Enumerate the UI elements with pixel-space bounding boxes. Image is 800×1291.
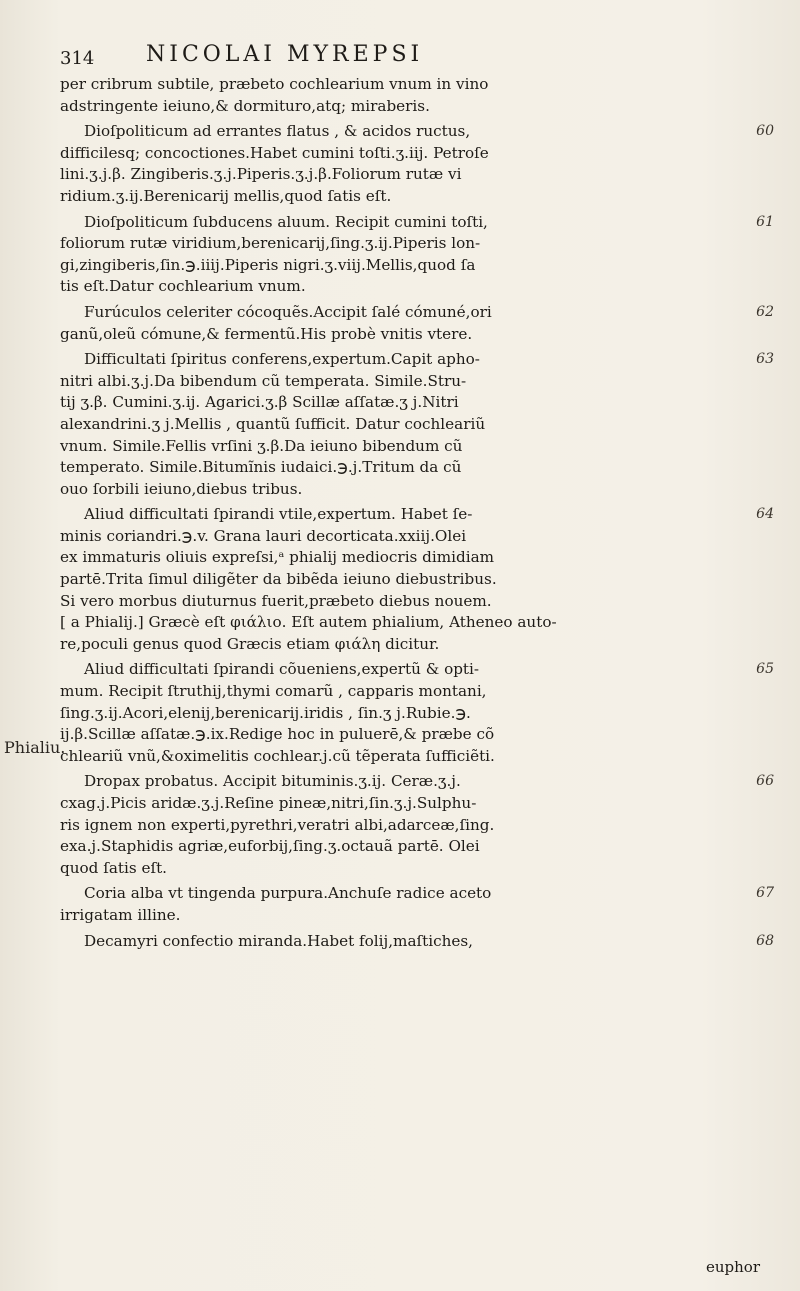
paragraph xyxy=(60,931,774,953)
margin-note: Phialiu. xyxy=(4,738,66,757)
running-header xyxy=(60,40,760,76)
text-line: irrigatam illine. xyxy=(60,905,181,924)
text-line: ganũ,oleũ cómune,& fermentũ.His probè vnitis vtere. xyxy=(60,324,473,343)
text-line: alexandrini.ʒ j.Mellis , quantũ ſufficit. Datur cochleariũ xyxy=(60,414,486,433)
text-line: Aliud difficultati ſpirandi cõueniens,expertũ & opti- xyxy=(84,660,480,679)
text-line: ſing.ʒ.ij.Acori,elenij,berenicarij.iridis , ſin.ʒ j.Rubie.℈. xyxy=(60,703,471,722)
paragraph xyxy=(60,504,774,655)
recipe-number: 64 xyxy=(756,506,774,523)
text-line: Si vero morbus diuturnus fuerit,præbeto diebus nouem. xyxy=(60,591,492,610)
text-line: quod ſatis eſt. xyxy=(60,858,167,877)
recipe-number: 65 xyxy=(756,661,774,678)
text-line: nitri albi.ʒ.j.Da bibendum cũ temperata. Simile.Stru- xyxy=(60,371,467,390)
text-line: ij.β.Scillæ aſſatæ.℈.ix.Redige hoc in puluerē,& præbe cõ xyxy=(60,725,495,744)
text-line: partē.Trita ſimul diligẽter da bibẽda ieiuno diebustribus. xyxy=(60,570,497,589)
text-line: lini.ʒ.j.β. Zingiberis.ʒ.j.Piperis.ʒ.j.β.Foliorum rutæ vi xyxy=(60,165,462,184)
text-line: tij ʒ.β. Cumini.ʒ.ij. Agarici.ʒ.β Scillæ aſſatæ.ʒ j.Nitri xyxy=(60,393,459,412)
text-line: adstringente ieiuno,& dormituro,atq; miraberis. xyxy=(60,96,430,115)
paragraph xyxy=(60,659,774,767)
text-line: ris ignem non experti,pyrethri,veratri albi,adarceæ,ſing. xyxy=(60,815,495,834)
text-line: foliorum rutæ viridium,berenicarij,ſing.ʒ.ij.Piperis lon- xyxy=(60,234,481,253)
text-line: difficilesq; concoctiones.Habet cumini toſti.ʒ.iij. Petroſe xyxy=(60,143,489,162)
text-line: re,poculi genus quod Græcis etiam φιάλη dicitur. xyxy=(60,634,440,653)
text-line: chleariũ vnũ,&oximelitis cochlear.j.cũ tẽperata ſufficiẽti. xyxy=(60,746,495,765)
paragraph xyxy=(60,74,740,117)
text-line: tis eſt.Datur cochlearium vnum. xyxy=(60,277,306,296)
page-number: 314 xyxy=(60,48,95,69)
paragraph xyxy=(60,883,774,926)
text-line: ridium.ʒ.ij.Berenicarij mellis,quod ſatis eſt. xyxy=(60,186,392,205)
recipe-number: 60 xyxy=(756,123,774,140)
paragraph xyxy=(60,302,774,345)
text-line: temperato. Simile.Bitumĩnis iudaici.℈.j.Tritum da cũ xyxy=(60,458,462,477)
text-line: Difficultati ſpiritus conferens,expertum.Capit apho- xyxy=(84,350,480,369)
recipe-number: 68 xyxy=(756,932,774,949)
text-line: cxag.j.Picis aridæ.ʒ.j.Reſine pineæ,nitri,ſin.ʒ.j.Sulphu- xyxy=(60,794,477,812)
text-line: per cribrum subtile, præbeto cochlearium vnum in vino xyxy=(60,75,489,93)
recipe-number: 62 xyxy=(756,303,774,320)
paragraph xyxy=(60,349,774,500)
recipe-number: 66 xyxy=(756,773,774,790)
running-title: NICOLAI MYREPSI xyxy=(146,42,424,67)
text-line: Dioſpoliticum ſubducens aluum. Recipit cumini toſti, xyxy=(84,212,488,231)
text-line: mum. Recipit ſtruthij,thymi comarũ , capparis montani, xyxy=(60,682,487,701)
catchword: euphor xyxy=(705,1258,760,1276)
recipe-number: 67 xyxy=(756,885,774,902)
text-line: vnum. Simile.Fellis vrſini ʒ.β.Da ieiuno bibendum cũ xyxy=(60,436,463,455)
text-line: Coria alba vt tingenda purpura.Anchuſe radice aceto xyxy=(84,884,492,903)
text-line: exa.j.Staphidis agriæ,euforbij,ſing.ʒ.octauã partē. Olei xyxy=(60,837,480,856)
paragraph xyxy=(60,121,774,207)
recipe-number: 63 xyxy=(756,351,774,368)
text-line: ouo ſorbili ieiuno,diebus tribus. xyxy=(60,479,303,498)
paragraph xyxy=(60,212,774,298)
recipe-number: 61 xyxy=(756,213,774,230)
text-line: Dropax probatus. Accipit bituminis.ʒ.ij. Ceræ.ʒ.j. xyxy=(84,772,461,791)
text-line: ex immaturis oliuis expreſsi,ᵃ phialij mediocris dimidiam xyxy=(60,548,495,567)
text-line: Dioſpoliticum ad errantes flatus , & acidos ructus, xyxy=(84,122,471,141)
body-text xyxy=(60,74,774,956)
text-line: Decamyri confectio miranda.Habet folij,maſtiches, xyxy=(84,931,473,950)
text-line: minis coriandri.℈.v. Grana lauri decorticata.xxiij.Olei xyxy=(60,526,467,545)
paragraph xyxy=(60,771,774,879)
text-line: Furúculos celeriter cócoquẽs.Accipit ſalé cómuné,ori xyxy=(84,302,492,321)
text-line: [ a Phialij.] Græcè eſt φιάλιο. Eſt autem phialium, Atheneo auto- xyxy=(60,613,557,632)
text-line: Aliud difficultati ſpirandi vtile,expertum. Habet ſe- xyxy=(84,505,473,524)
text-line: gi,zingiberis,ſin.℈.iiij.Piperis nigri.ʒ.viij.Mellis,quod ſa xyxy=(60,255,476,274)
